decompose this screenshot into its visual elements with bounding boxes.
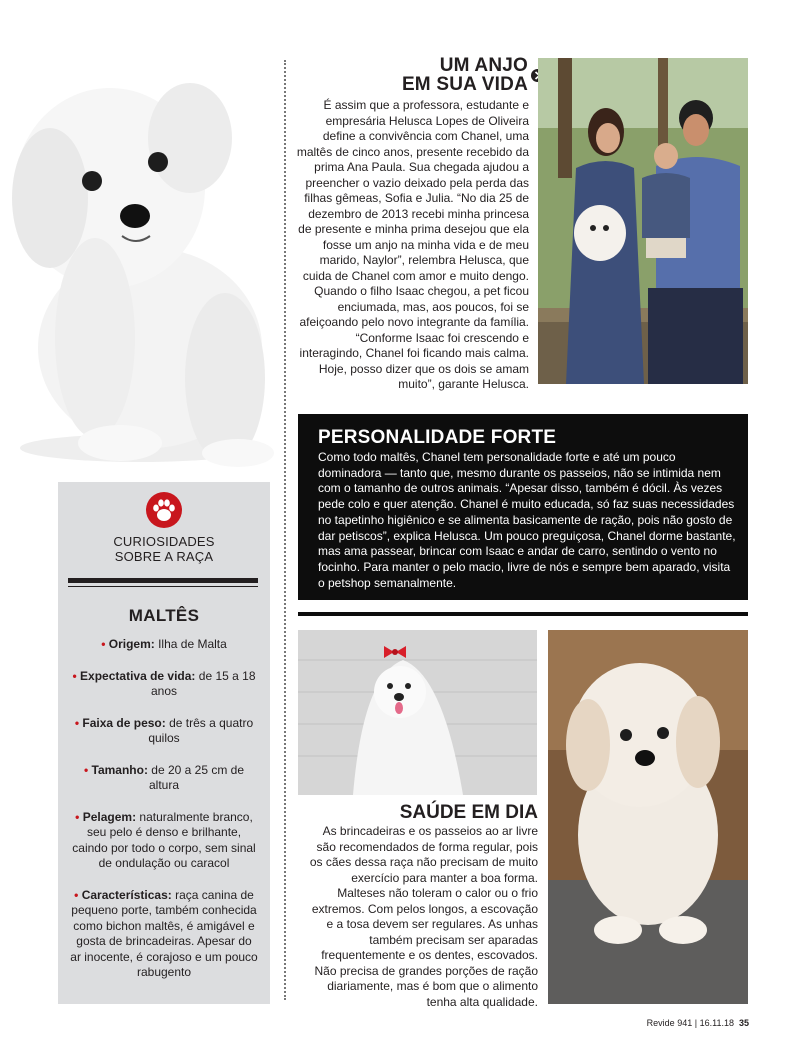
fact-label: Pelagem: [82,809,137,824]
fact-text: de três a quatro quilos [148,715,254,745]
fact-item-peso [70,716,258,747]
fact-item-pelagem [70,810,258,872]
fact-label: Origem: [108,637,155,651]
family-photo [538,58,748,384]
article-title-line1: UM ANJO [439,55,528,76]
article-title-line2: EM SUA VIDA [401,74,528,95]
fact-item-expectativa [70,669,258,700]
footer-date: 16.11.18 [699,1018,734,1028]
footer-separator: | [694,1018,698,1028]
article-body-personalidade: Como todo maltês, Chanel tem personalidade forte e até um pouco dominadora — tanto que, mesmo durante os passeios, não se intimida nem com o tamanho de outros animais. “Apesar disso, também é dócil. Às vezes pede colo e quer atenção. Chanel é muito educada, só faz suas necessidades no tapetinho higiênico e se alimenta basicamente de ração, pois não gosto de dar petiscos”, explica Helusca. Um pouco preguiçosa, Chanel dorme bastante, mas ama passear, brincar com Isaac e andar de carro, sentindo o vento no focinho. Para manter o pelo macio, livre de nós e sempre bem aparado, visita o petshop semanalmente. [318,450,736,590]
article-title-personalidade: PERSONALIDADE FORTE [318,427,557,448]
fact-text: raça canina de pequeno porte, também conhecida como bichon maltês, é amigável e gosta de brincadeiras. Apesar do ar inocente, é corajoso e um pouco rabugento [70,887,258,979]
section-divider [298,612,748,616]
maltese-puppy-photo [0,48,282,468]
bullet-icon: • [101,637,106,651]
fact-label: Características: [81,887,172,902]
fact-item-caracteristicas [70,888,258,981]
sidebar-divider-thin [68,586,258,587]
page-number: 35 [738,1018,749,1028]
bullet-icon: • [72,668,77,683]
fact-text: de 20 a 25 cm de altura [147,762,245,792]
bullet-icon: • [74,887,79,902]
maltese-bow-photo [298,630,537,795]
sidebar-kicker-line1: CURIOSIDADES [113,534,215,549]
fact-item-tamanho [70,763,258,794]
fact-label: Expectativa de vida: [80,668,196,683]
article-title-anjo [350,56,528,94]
personality-box [298,414,748,600]
footer-magazine: Revide 941 [646,1018,693,1028]
bullet-icon: • [83,762,89,777]
sidebar-heading: MALTÊS [128,606,200,625]
fact-label: Faixa de peso: [82,715,166,730]
fact-label: Tamanho: [91,762,148,777]
fact-item-origem [70,637,258,653]
maltese-fluffy-photo [548,630,748,1004]
fact-text: Ilha de Malta [154,637,227,651]
sidebar-kicker-line2: SOBRE A RAÇA [114,549,214,564]
fact-text: naturalmente branco, seu pelo é denso e brilhante, caindo por todo o corpo, sem sinal de ondulação ou caracol [72,809,256,870]
bullet-icon: • [74,715,80,730]
fact-text: de 15 a 18 anos [150,668,256,698]
column-divider [284,60,286,1000]
breed-facts-sidebar [58,482,270,1004]
bullet-icon: • [75,809,80,824]
article-body-anjo: É assim que a professora, estudante e empresária Helusca Lopes de Oliveira define a convivência com Chanel, uma maltês de cinco anos, presente recebido da prima Ana Paula. Sua chegada ajudou a preencher o vazio deixado pela perda das filhas gêmeas, Sofia e Julia. “No dia 25 de dezembro de 2013 recebi minha princesa de presente e minha prima desejou que ela fosse um anjo na minha vida e de meu marido, Naylor”, relembra Helusca, que cuida de Chanel com amor e muito dengo. Quando o filho Isaac chegou, a pet ficou enciumada, mas, aos poucos, foi se afeiçoando pelo novo integrante da família. “Conforme Isaac foi crescendo e interagindo, Chanel foi ficando mais calma. Hoje, posso dizer que os dois se amam muito”, garante Helusca. [296,98,529,391]
paw-icon [146,492,182,528]
page-footer [647,1018,749,1028]
sidebar-divider [68,578,258,583]
sidebar-kicker [58,534,270,564]
breed-facts-list [70,637,258,997]
article-body-saude: As brincadeiras e os passeios ao ar livre são recomendados de forma regular, pois os cães dessa raça não precisam de muito exercício para manter a boa forma. Malteses não toleram o calor ou o frio extremos. Com pelos longos, a escovação e a tosa devem ser regulares. As unhas também precisam ser aparadas frequentemente e os dentes, escovados. Não precisa de grandes porções de ração diariamente, mas é bom que o alimento tenha alta qualidade. [309,824,538,1009]
article-title-saude: SAÚDE EM DIA [399,802,538,823]
